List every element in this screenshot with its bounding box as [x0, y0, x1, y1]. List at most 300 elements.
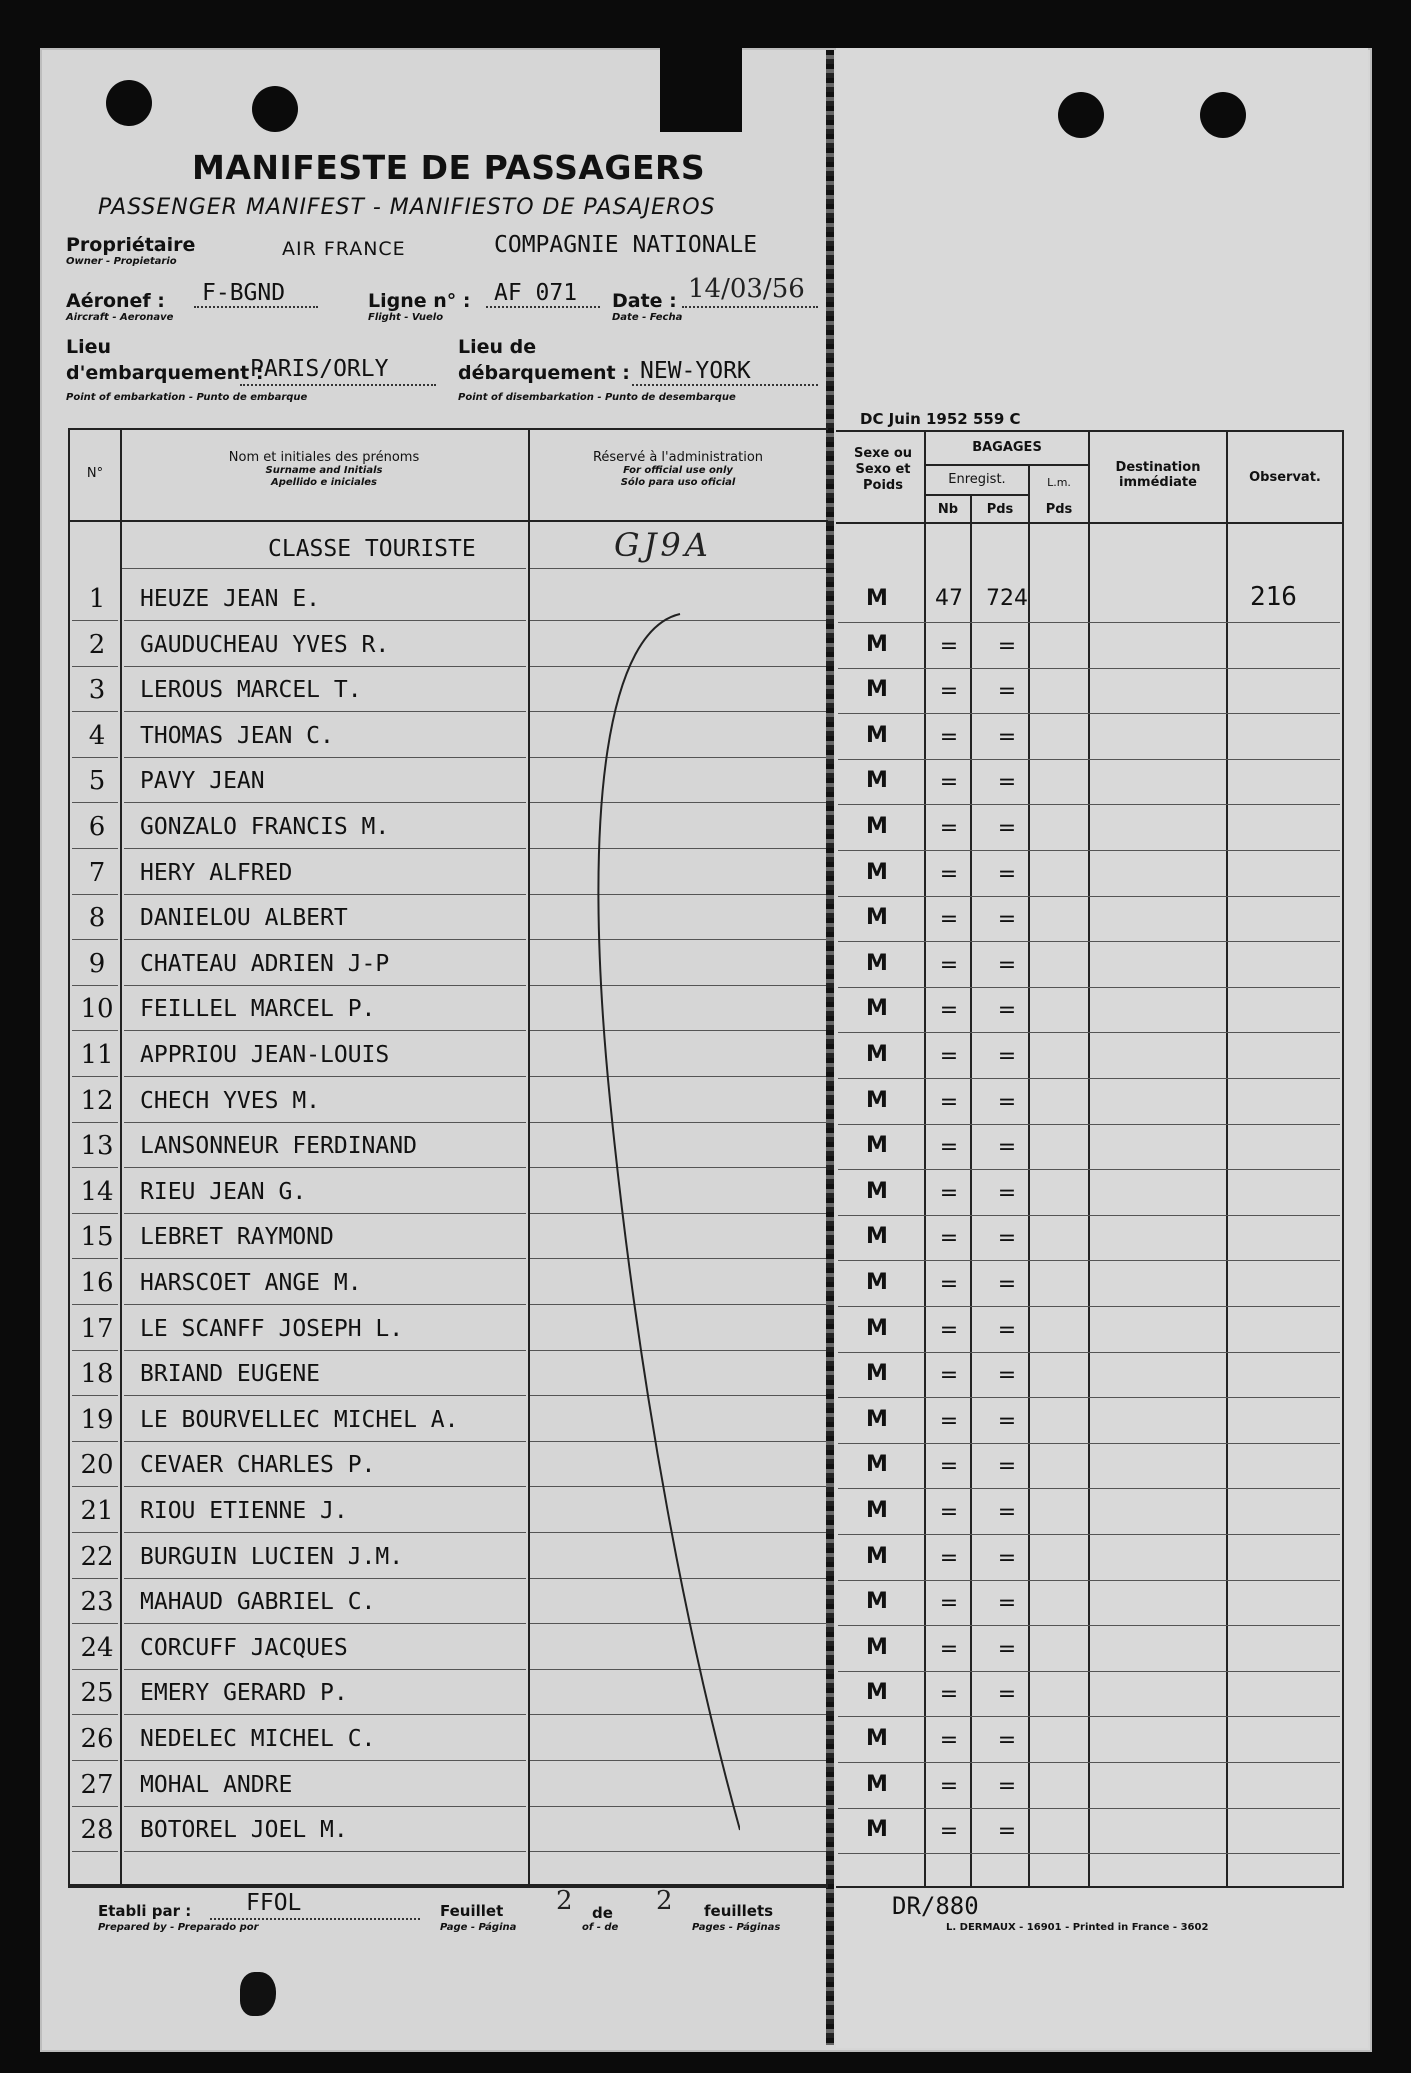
baggage-weight-ditto: =	[997, 953, 1017, 978]
col-header-no: N°	[86, 466, 104, 481]
col-border-sex	[924, 430, 926, 1886]
punch-hole-3	[1058, 92, 1104, 138]
baggage-count: 47	[935, 586, 963, 611]
row-line-name	[124, 1486, 526, 1487]
passenger-sex: M	[866, 951, 888, 976]
row-line-name	[124, 1532, 526, 1533]
punch-hole-2	[252, 86, 298, 132]
owner-label: Propriétaire	[66, 234, 196, 256]
row-line-name	[124, 620, 526, 621]
row-line-right	[838, 1671, 1340, 1672]
row-number: 21	[80, 1496, 114, 1526]
row-line-name	[124, 1167, 526, 1168]
baggage-count-ditto: =	[939, 907, 959, 932]
col-header-lm-pds: Pds	[1045, 502, 1073, 517]
punch-hole-1	[106, 80, 152, 126]
row-line-no	[72, 1486, 118, 1487]
admin-bracket-curve	[540, 600, 740, 1840]
disembark-sublabel: Point of disembarkation - Punto de desembarque	[458, 392, 736, 403]
col-header-observ: Observat.	[1249, 470, 1321, 485]
passenger-name: CORCUFF JACQUES	[140, 1635, 348, 1661]
row-line-right	[838, 1580, 1340, 1581]
row-number: 18	[80, 1359, 114, 1389]
baggage-count-ditto: =	[939, 1546, 959, 1571]
baggage-count-ditto: =	[939, 725, 959, 750]
col-header-pds: Pds	[986, 502, 1014, 517]
baggage-weight-ditto: =	[997, 1363, 1017, 1388]
baggage-count-ditto: =	[939, 1409, 959, 1434]
row-line-no	[72, 894, 118, 895]
table-bottom-right	[836, 1886, 1344, 1888]
baggage-count-ditto: =	[939, 1318, 959, 1343]
passenger-name: NEDELEC MICHEL C.	[140, 1726, 376, 1752]
passenger-sex: M	[866, 677, 888, 702]
row-line-right	[838, 1443, 1340, 1444]
row-line-name	[124, 1395, 526, 1396]
passenger-sex: M	[866, 1407, 888, 1432]
row-line-right	[838, 1397, 1340, 1398]
row-line-no	[72, 1806, 118, 1807]
passenger-sex: M	[866, 1635, 888, 1660]
row-line-right	[838, 622, 1340, 623]
baggage-count-ditto: =	[939, 1591, 959, 1616]
passenger-sex: M	[866, 1544, 888, 1569]
disembark-label-1: Lieu de	[458, 336, 537, 358]
row-line-name	[124, 1441, 526, 1442]
passenger-name: LE SCANFF JOSEPH L.	[140, 1316, 404, 1342]
passenger-sex: M	[866, 1498, 888, 1523]
row-line-no	[72, 985, 118, 986]
row-line-right	[838, 1488, 1340, 1489]
baggage-count-ditto: =	[939, 1728, 959, 1753]
row-line-name	[124, 711, 526, 712]
row-line-name	[124, 1258, 526, 1259]
passenger-sex: M	[866, 1726, 888, 1751]
row-line-no	[72, 1851, 118, 1852]
table-header-bottom-left	[68, 520, 828, 522]
embark-label-1: Lieu	[66, 336, 112, 358]
passenger-sex: M	[866, 1179, 888, 1204]
baggage-weight-ditto: =	[997, 770, 1017, 795]
passenger-name: EMERY GERARD P.	[140, 1680, 348, 1706]
row-line-no	[72, 666, 118, 667]
footer-top-line	[68, 1886, 828, 1888]
baggage-count-ditto: =	[939, 1044, 959, 1069]
row-line-right	[838, 1853, 1340, 1854]
baggage-count-ditto: =	[939, 862, 959, 887]
passenger-sex: M	[866, 814, 888, 839]
row-number: 16	[80, 1268, 114, 1298]
passenger-sex: M	[866, 996, 888, 1021]
row-number: 3	[88, 675, 106, 705]
embark-sublabel: Point of embarkation - Punto de embarque	[66, 392, 308, 403]
row-line-right	[838, 1306, 1340, 1307]
baggage-weight-ditto: =	[997, 1591, 1017, 1616]
row-line-no	[72, 1395, 118, 1396]
baggage-count-ditto: =	[939, 1135, 959, 1160]
admin-handwritten-code: GJ9A	[614, 526, 712, 564]
row-line-right	[838, 1352, 1340, 1353]
row-line-no	[72, 1030, 118, 1031]
row-line-right	[838, 1808, 1340, 1809]
date-underline	[682, 306, 818, 308]
row-line-right	[838, 759, 1340, 760]
passenger-name: GONZALO FRANCIS M.	[140, 814, 390, 840]
of-sublabel: of - de	[582, 1922, 619, 1933]
passenger-sex: M	[866, 1680, 888, 1705]
baggage-weight: 724	[986, 586, 1028, 611]
row-line-name	[124, 1122, 526, 1123]
row-line-no	[72, 1714, 118, 1715]
disembark-value: NEW-YORK	[640, 358, 751, 384]
manifest-right-section	[836, 48, 1368, 2048]
passenger-name: LEROUS MARCEL T.	[140, 677, 362, 703]
row-line-no	[72, 1350, 118, 1351]
printer-line: L. DERMAUX - 16901 - Printed in France - 3602	[946, 1922, 1209, 1933]
passenger-name: CHECH YVES M.	[140, 1088, 321, 1114]
baggage-count-ditto: =	[939, 816, 959, 841]
col-header-enregist: Enregist.	[948, 472, 1006, 487]
class-label: CLASSE TOURISTE	[268, 536, 476, 562]
baggage-count-ditto: =	[939, 998, 959, 1023]
row-number: 5	[88, 766, 106, 796]
baggage-weight-ditto: =	[997, 725, 1017, 750]
form-code: DC Juin 1952 559 C	[860, 410, 1021, 428]
row-line-no	[72, 1760, 118, 1761]
date-sublabel: Date - Fecha	[612, 312, 683, 323]
passenger-sex: M	[866, 1042, 888, 1067]
ink-stamp	[240, 1972, 276, 2016]
baggage-count-ditto: =	[939, 679, 959, 704]
baggage-count-ditto: =	[939, 1682, 959, 1707]
page-title: MANIFESTE DE PASSAGERS	[192, 148, 706, 187]
enregist-divider	[924, 494, 1028, 496]
row-line-no	[72, 1532, 118, 1533]
col-border-no	[120, 428, 122, 1884]
line-label: Ligne n° :	[368, 290, 471, 312]
row-line-name	[124, 1623, 526, 1624]
passenger-sex: M	[866, 1316, 888, 1341]
baggage-count-ditto: =	[939, 1774, 959, 1799]
pages-label: feuillets	[704, 1902, 774, 1920]
embark-underline	[240, 384, 436, 386]
passenger-sex: M	[866, 1224, 888, 1249]
row-line-name	[124, 985, 526, 986]
passenger-sex: M	[866, 1589, 888, 1614]
passenger-name: BOTOREL JOEL M.	[140, 1817, 348, 1843]
baggage-count-ditto: =	[939, 1454, 959, 1479]
baggage-weight-ditto: =	[997, 1135, 1017, 1160]
disembark-underline	[632, 384, 818, 386]
row-number: 14	[80, 1177, 114, 1207]
row-number: 10	[80, 994, 114, 1024]
row-line-no	[72, 1122, 118, 1123]
aircraft-value: F-BGND	[202, 280, 286, 306]
passenger-name: MAHAUD GABRIEL C.	[140, 1589, 376, 1615]
baggage-weight-ditto: =	[997, 1044, 1017, 1069]
row-line-no	[72, 711, 118, 712]
col-border-left	[68, 428, 70, 1884]
row-line-right	[838, 941, 1340, 942]
embark-label-2: d'embarquement :	[66, 362, 264, 384]
row-line-name	[124, 1851, 526, 1852]
row-number: 8	[88, 903, 106, 933]
baggage-weight-ditto: =	[997, 634, 1017, 659]
sheet-label: Feuillet	[440, 1902, 504, 1920]
baggage-weight-ditto: =	[997, 1318, 1017, 1343]
row-number: 19	[80, 1405, 114, 1435]
passenger-name: PAVY JEAN	[140, 768, 265, 794]
row-line-name	[124, 1304, 526, 1305]
row-line-name	[124, 1669, 526, 1670]
row-line-name	[124, 894, 526, 895]
prepared-value: FFOL	[246, 1890, 302, 1916]
row-number: 11	[80, 1040, 114, 1070]
row-number: 28	[80, 1815, 114, 1845]
table-header-bottom-right	[836, 522, 1344, 524]
baggage-weight-ditto: =	[997, 1682, 1017, 1707]
baggage-weight-ditto: =	[997, 907, 1017, 932]
top-notch	[660, 40, 742, 132]
baggage-count-ditto: =	[939, 634, 959, 659]
passenger-sex: M	[866, 1088, 888, 1113]
row-line-right	[838, 1032, 1340, 1033]
col-border-dest	[1226, 430, 1228, 1886]
baggage-count-ditto: =	[939, 1272, 959, 1297]
baggage-count-ditto: =	[939, 1181, 959, 1206]
sheet-value: 2	[556, 1886, 573, 1916]
baggage-count-ditto: =	[939, 953, 959, 978]
passenger-sex: M	[866, 1817, 888, 1842]
baggage-weight-ditto: =	[997, 1500, 1017, 1525]
baggage-weight-ditto: =	[997, 1454, 1017, 1479]
row-line-name	[124, 1076, 526, 1077]
baggage-weight-ditto: =	[997, 1546, 1017, 1571]
row-line-right	[838, 1762, 1340, 1763]
perforation-line	[826, 50, 834, 2045]
passenger-name: FEILLEL MARCEL P.	[140, 996, 376, 1022]
row-number: 25	[80, 1678, 114, 1708]
passenger-name: HARSCOET ANGE M.	[140, 1270, 362, 1296]
row-line-right	[838, 1716, 1340, 1717]
page-subtitle: PASSENGER MANIFEST - MANIFIESTO DE PASAJEROS	[98, 195, 716, 220]
passenger-name: GAUDUCHEAU YVES R.	[140, 632, 390, 658]
class-row-line	[122, 568, 526, 569]
row-number: 24	[80, 1633, 114, 1663]
row-number: 23	[80, 1587, 114, 1617]
baggage-weight-ditto: =	[997, 1774, 1017, 1799]
date-value: 14/03/56	[688, 274, 805, 304]
col-header-admin: Réservé à l'administration For official use only Sólo para uso oficial	[592, 450, 764, 488]
bagages-divider	[924, 464, 1088, 466]
baggage-weight-ditto: =	[997, 862, 1017, 887]
row-line-no	[72, 939, 118, 940]
baggage-count-ditto: =	[939, 1819, 959, 1844]
row-line-name	[124, 939, 526, 940]
passenger-name: HEUZE JEAN E.	[140, 586, 321, 612]
col-border-nb	[970, 494, 972, 1886]
prepared-sublabel: Prepared by - Preparado por	[98, 1922, 259, 1933]
owner-value: COMPAGNIE NATIONALE	[494, 232, 758, 258]
date-label: Date :	[612, 290, 677, 312]
of-value: 2	[656, 1886, 673, 1916]
row-line-right	[838, 1124, 1340, 1125]
row-number: 17	[80, 1314, 114, 1344]
passenger-sex: M	[866, 1452, 888, 1477]
passenger-name: MOHAL ANDRE	[140, 1772, 293, 1798]
passenger-name: RIOU ETIENNE J.	[140, 1498, 348, 1524]
baggage-count-ditto: =	[939, 770, 959, 795]
baggage-weight-ditto: =	[997, 1637, 1017, 1662]
row-line-name	[124, 1213, 526, 1214]
row-line-name	[124, 757, 526, 758]
aircraft-label: Aéronef :	[66, 290, 165, 312]
baggage-weight-ditto: =	[997, 1409, 1017, 1434]
passenger-sex: M	[866, 1772, 888, 1797]
row-line-no	[72, 1213, 118, 1214]
punch-hole-4	[1200, 92, 1246, 138]
table-top-right	[836, 430, 1344, 432]
row-line-name	[124, 1760, 526, 1761]
row-line-no	[72, 1441, 118, 1442]
owner-sublabel: Owner - Propietario	[66, 256, 177, 267]
row-line-right	[838, 850, 1340, 851]
row-line-no	[72, 1623, 118, 1624]
pages-sublabel: Pages - Páginas	[692, 1922, 781, 1933]
disembark-label-2: débarquement :	[458, 362, 630, 384]
row-line-right	[838, 1169, 1340, 1170]
passenger-name: RIEU JEAN G.	[140, 1179, 307, 1205]
row-line-right	[838, 1215, 1340, 1216]
row-line-name	[124, 1030, 526, 1031]
row-number: 1	[88, 584, 106, 614]
row-number: 26	[80, 1724, 114, 1754]
row-line-name	[124, 666, 526, 667]
line-sublabel: Flight - Vuelo	[368, 312, 444, 323]
row-number: 7	[88, 858, 106, 888]
passenger-name: DANIELOU ALBERT	[140, 905, 348, 931]
row-line-right	[838, 1078, 1340, 1079]
passenger-name: HERY ALFRED	[140, 860, 293, 886]
row-line-admin	[530, 1851, 826, 1852]
sheet-sublabel: Page - Página	[440, 1922, 517, 1933]
row-line-name	[124, 1714, 526, 1715]
reference-number: DR/880	[892, 1892, 979, 1920]
baggage-count-ditto: =	[939, 1363, 959, 1388]
baggage-weight-ditto: =	[997, 1090, 1017, 1115]
line-value: AF 071	[494, 280, 578, 306]
col-header-sex: Sexe ou Sexo et Poids	[853, 446, 913, 493]
passenger-name: LANSONNEUR FERDINAND	[140, 1133, 417, 1159]
baggage-count-ditto: =	[939, 1500, 959, 1525]
row-line-right	[838, 804, 1340, 805]
row-line-right	[838, 1260, 1340, 1261]
passenger-sex: M	[866, 586, 888, 611]
col-header-nb: Nb	[937, 502, 959, 517]
passenger-sex: M	[866, 905, 888, 930]
row-line-name	[124, 848, 526, 849]
embark-value: PARIS/ORLY	[250, 356, 389, 382]
baggage-weight-ditto: =	[997, 679, 1017, 704]
prepared-underline	[210, 1918, 420, 1920]
row-line-no	[72, 1258, 118, 1259]
passenger-sex: M	[866, 1270, 888, 1295]
row-line-no	[72, 802, 118, 803]
row-line-no	[72, 620, 118, 621]
of-label: de	[592, 1904, 613, 1922]
baggage-weight-ditto: =	[997, 1272, 1017, 1297]
row-number: 4	[88, 721, 106, 751]
row-line-right	[838, 896, 1340, 897]
row-line-right	[838, 987, 1340, 988]
passenger-sex: M	[866, 1361, 888, 1386]
passenger-name: CHATEAU ADRIEN J-P	[140, 951, 390, 977]
row-line-right	[838, 1534, 1340, 1535]
col-border-lm	[1088, 430, 1090, 1886]
passenger-sex: M	[866, 768, 888, 793]
passenger-sex: M	[866, 1133, 888, 1158]
line-underline	[486, 306, 600, 308]
col-header-bagages: BAGAGES	[972, 440, 1042, 455]
row-line-no	[72, 1167, 118, 1168]
col-border-right	[1342, 430, 1344, 1886]
col-border-name	[528, 428, 530, 1884]
row-number: 12	[80, 1086, 114, 1116]
row-line-right	[838, 1625, 1340, 1626]
passenger-name: APPRIOU JEAN-LOUIS	[140, 1042, 390, 1068]
row-line-no	[72, 757, 118, 758]
row-line-no	[72, 1578, 118, 1579]
baggage-count-ditto: =	[939, 1637, 959, 1662]
col-border-pds	[1028, 464, 1030, 1886]
row-line-name	[124, 802, 526, 803]
passenger-sex: M	[866, 723, 888, 748]
baggage-count-ditto: =	[939, 1226, 959, 1251]
row-line-right	[838, 713, 1340, 714]
row-number: 6	[88, 812, 106, 842]
aircraft-underline	[194, 306, 318, 308]
observation-value: 216	[1250, 582, 1297, 612]
passenger-sex: M	[866, 860, 888, 885]
row-line-no	[72, 848, 118, 849]
passenger-name: CEVAER CHARLES P.	[140, 1452, 376, 1478]
owner-print: AIR FRANCE	[282, 238, 406, 260]
row-line-right	[838, 668, 1340, 669]
row-number: 27	[80, 1770, 114, 1800]
row-line-no	[72, 1304, 118, 1305]
row-line-no	[72, 1669, 118, 1670]
row-line-name	[124, 1578, 526, 1579]
row-number: 2	[88, 630, 106, 660]
row-line-name	[124, 1350, 526, 1351]
baggage-weight-ditto: =	[997, 1728, 1017, 1753]
col-header-name: Nom et initiales des prénoms Surname and Initials Apellido e iniciales	[228, 450, 420, 488]
row-number: 15	[80, 1222, 114, 1252]
aircraft-sublabel: Aircraft - Aeronave	[66, 312, 174, 323]
baggage-count-ditto: =	[939, 1090, 959, 1115]
row-number: 22	[80, 1542, 114, 1572]
baggage-weight-ditto: =	[997, 1819, 1017, 1844]
passenger-name: LE BOURVELLEC MICHEL A.	[140, 1407, 459, 1433]
passenger-name: THOMAS JEAN C.	[140, 723, 334, 749]
passenger-sex: M	[866, 632, 888, 657]
passenger-name: BURGUIN LUCIEN J.M.	[140, 1544, 404, 1570]
baggage-weight-ditto: =	[997, 1226, 1017, 1251]
baggage-weight-ditto: =	[997, 1181, 1017, 1206]
row-number: 20	[80, 1450, 114, 1480]
row-number: 9	[88, 949, 106, 979]
col-header-destination: Destination immédiate	[1115, 460, 1201, 490]
